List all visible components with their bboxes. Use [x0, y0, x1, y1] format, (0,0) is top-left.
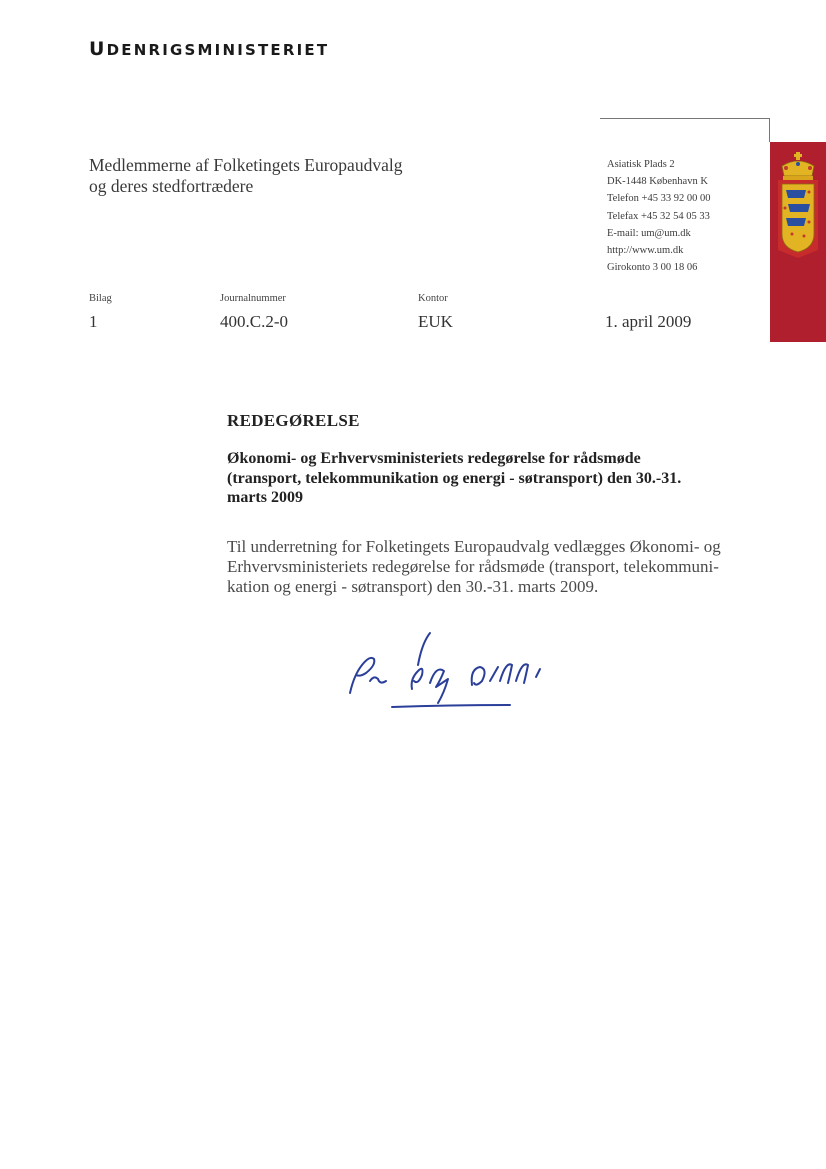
signature-icon — [340, 625, 560, 715]
sender-website: http://www.um.dk — [607, 245, 684, 257]
sender-giro: Girokonto 3 00 18 06 — [607, 262, 698, 274]
journal-label: Journalnummer — [220, 293, 286, 304]
recipient-block — [89, 155, 402, 197]
header-divider-vertical — [769, 118, 770, 142]
ministry-name — [89, 38, 329, 60]
sender-street: Asiatisk Plads 2 — [607, 159, 675, 170]
sender-email: E-mail: um@um.dk — [607, 227, 691, 239]
document-heading: REDEGØRELSE — [227, 411, 360, 430]
sender-address — [607, 156, 710, 276]
recipient-line-1: Medlemmerne af Folketingets Europaudvalg — [89, 155, 403, 175]
body-line: kation og energi - søtransport) den 30.-31. marts 2009. — [227, 577, 599, 596]
kontor-label: Kontor — [418, 293, 448, 304]
document-body — [227, 537, 752, 597]
journal-value: 400.C.2-0 — [220, 312, 288, 331]
header-divider — [600, 118, 770, 119]
crest-icon — [776, 152, 820, 258]
sender-phone: Telefon +45 33 92 00 00 — [607, 193, 711, 205]
body-line: Erhvervsministeriets redegørelse for rådsmøde (transport, telekommuni- — [227, 557, 719, 576]
subject-line: marts 2009 — [227, 489, 303, 506]
kontor-value: EUK — [418, 312, 453, 331]
bilag-value: 1 — [89, 312, 98, 331]
bilag-label: Bilag — [89, 293, 112, 304]
subject-line: (transport, telekommunikation og energi - søtransport) den 30.-31. — [227, 469, 682, 487]
document-subject — [227, 449, 747, 508]
sender-fax: Telefax +45 32 54 05 33 — [607, 210, 710, 222]
ministry-name-rest: DENRIGSMINISTERIET — [106, 41, 330, 59]
document-date: 1. april 2009 — [605, 312, 692, 331]
recipient-line-2: og deres stedfortrædere — [89, 176, 254, 196]
ministry-name-initial: U — [89, 38, 107, 60]
body-line: Til underretning for Folketingets Europaudvalg vedlægges Økonomi- og — [227, 537, 721, 556]
sender-postal: DK-1448 København K — [607, 176, 708, 188]
subject-line: Økonomi- og Erhvervsministeriets redegørelse for rådsmøde — [227, 450, 641, 467]
